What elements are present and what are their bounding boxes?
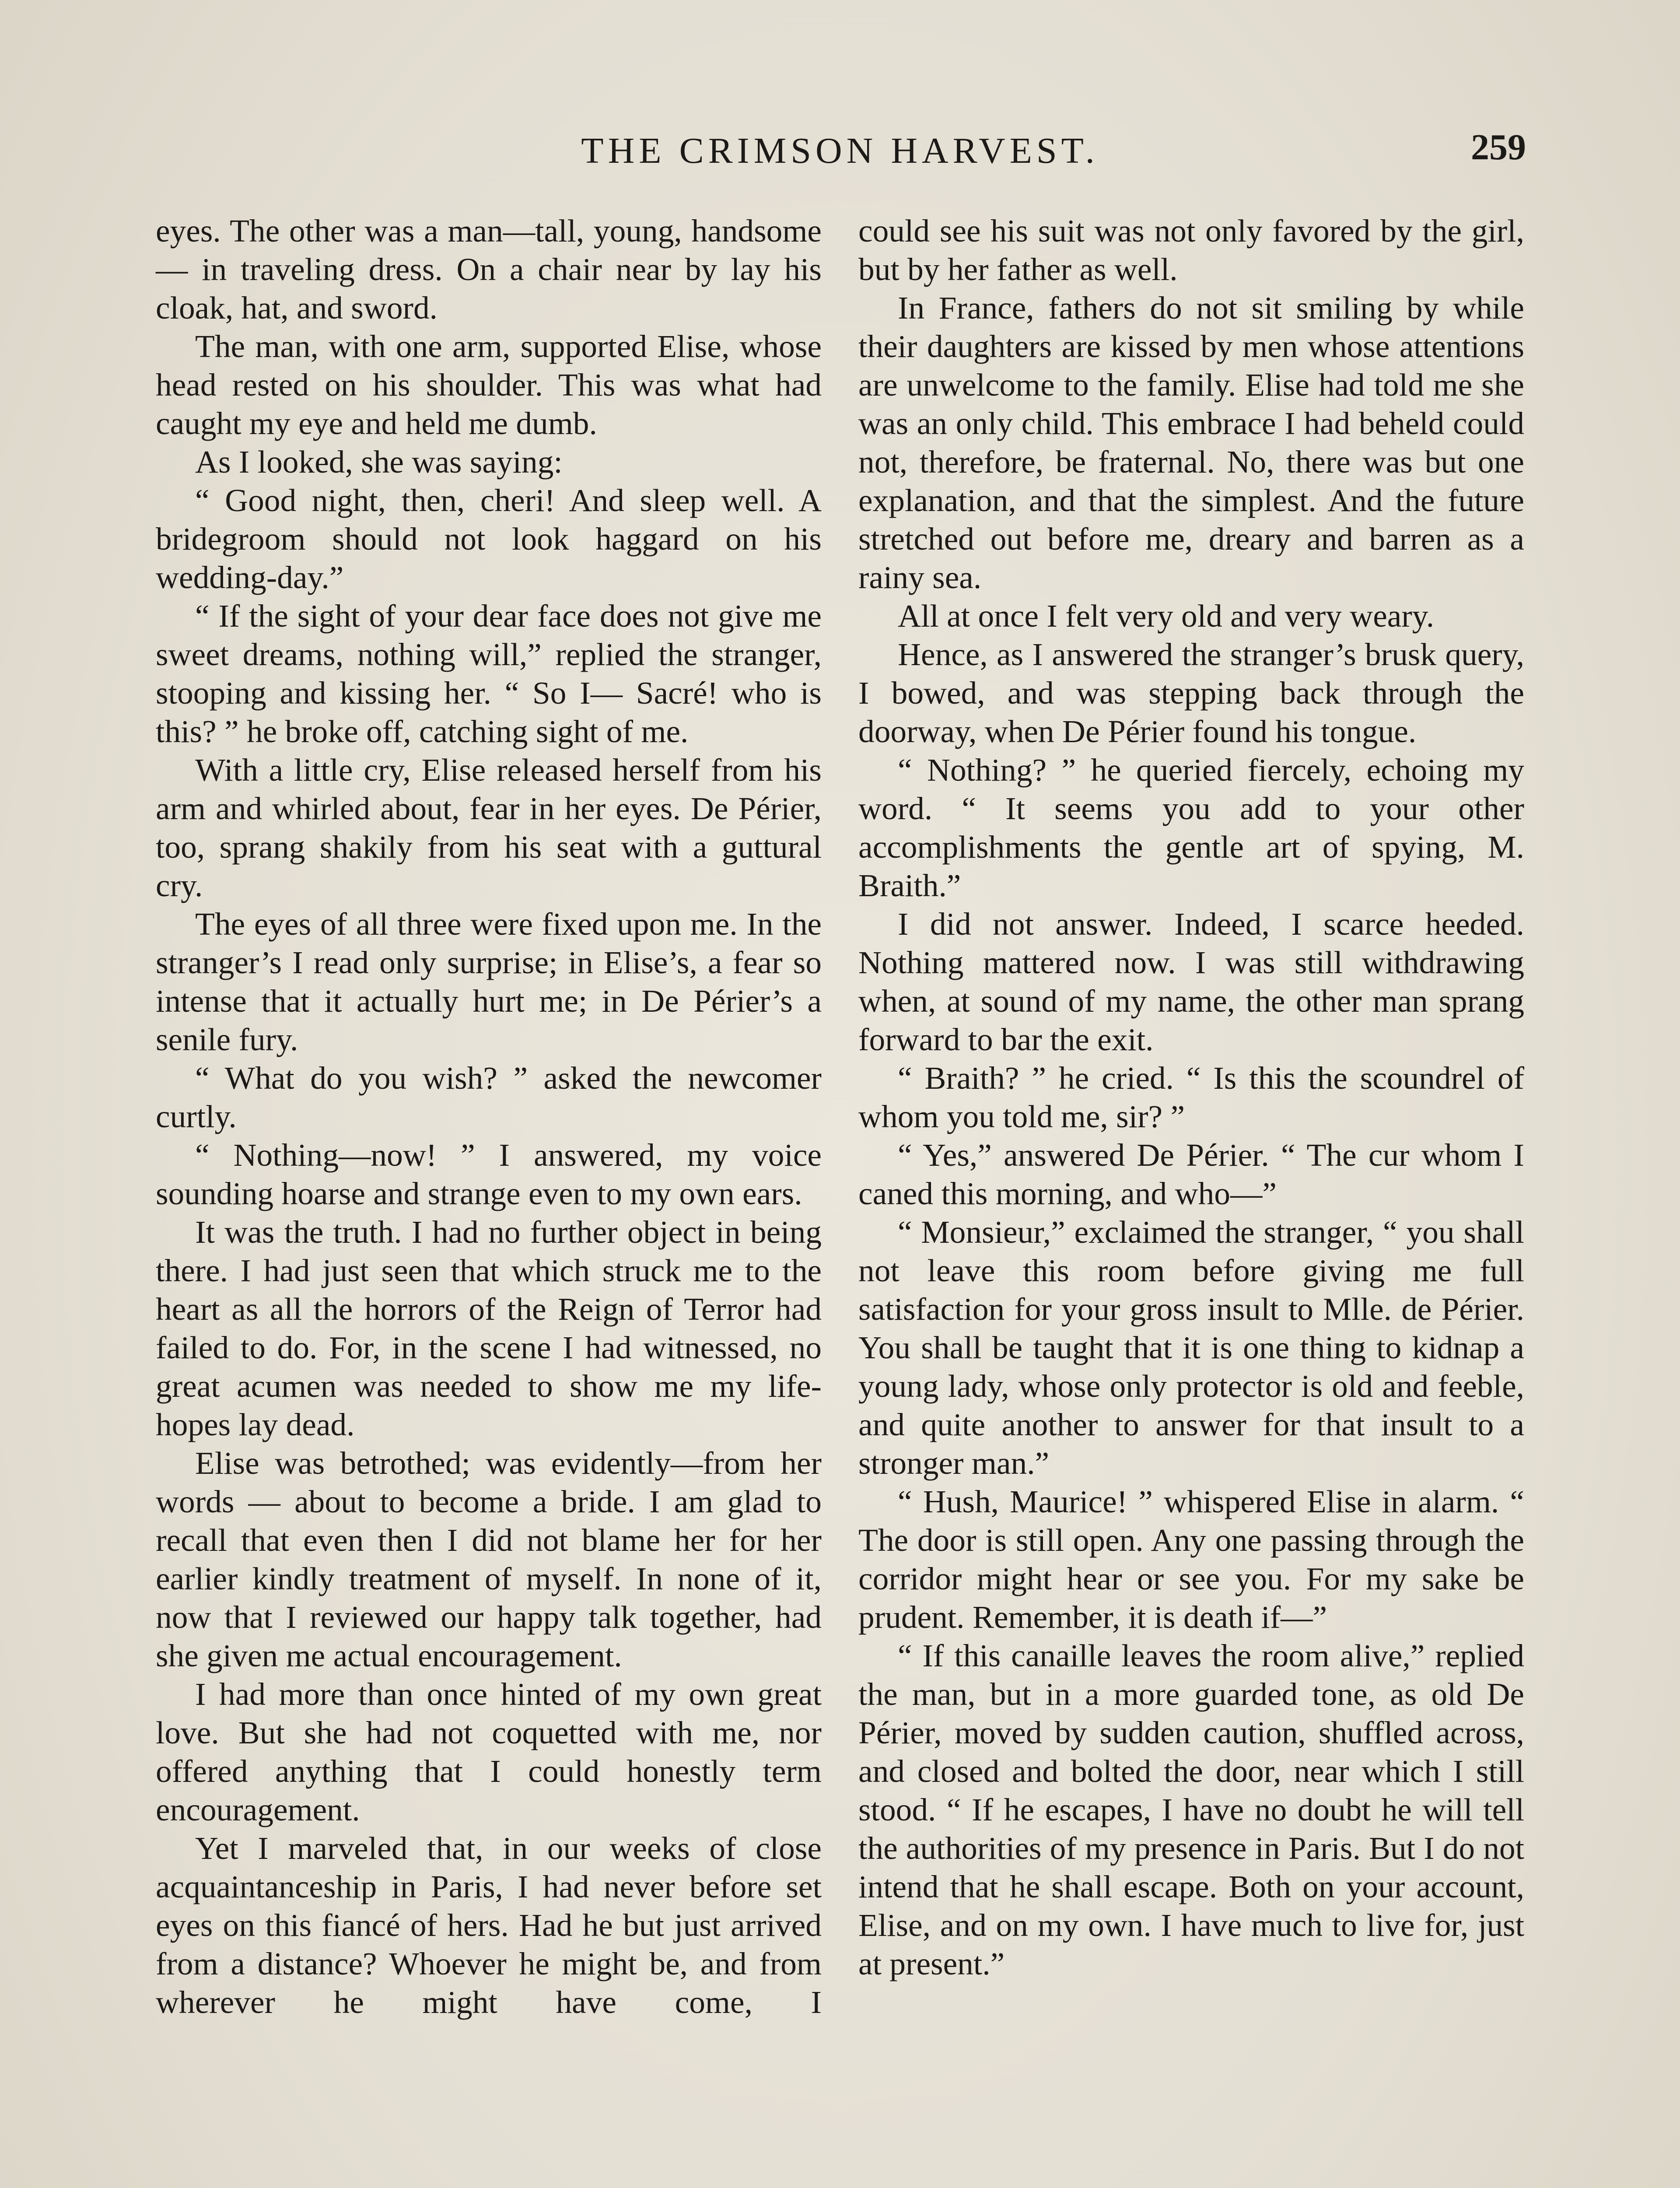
paragraph: “ Nothing? ” he queried fiercely, echoing my word. “ It seems you add to your other accomplishments the gentle art of spying, M. Braith.” bbox=[858, 752, 1524, 903]
paragraph: As I looked, she was saying: bbox=[195, 444, 563, 480]
paragraph: “ Monsieur,” exclaimed the stranger, “ you shall not leave this room before giving me full satisfaction for your gross insult to Mlle. de Périer. You shall be taught that it is one thing to kidnap a young lady, whose only protector is old and feeble, and quite another to answer for that insult to a stronger man.” bbox=[858, 1214, 1524, 1481]
paragraph: “ What do you wish? ” asked the newcomer curtly. bbox=[156, 1060, 822, 1134]
paragraph: “ If this canaille leaves the room alive,” replied the man, but in a more guarded tone, as old De Périer, moved by sudden caution, shuffled across, and closed and bolted the door, near which I still stood. “ If he escapes, I have no doubt he will tell the authorities of my presence in Paris. But I do not intend that he shall escape. Both on your account, Elise, and on my own. I have much to live for, just at present.” bbox=[858, 1638, 1524, 1981]
page-number: 259 bbox=[1471, 127, 1526, 168]
paragraph: In France, fathers do not sit smiling by while their daughters are kissed by men whose attentions are unwelcome to the family. Elise had told me she was an only child. This embrace I had beheld could not, therefore, be fraternal. No, there was but one explanation, and that the simplest. And the future stretched out before me, dreary and barren as a rainy sea. bbox=[858, 290, 1524, 595]
paragraph: “ If the sight of your dear face does not give me sweet dreams, nothing will,” replied the stranger, stooping and kissing her. “ So I— Sacré! who is this? ” he broke off, catching sight of me. bbox=[156, 598, 822, 749]
right-column bbox=[858, 212, 1524, 1983]
paragraph: “ Yes,” answered De Périer. “ The cur whom I caned this morning, and who—” bbox=[858, 1137, 1524, 1211]
paragraph: The man, with one arm, supported Elise, whose head rested on his shoulder. This was what had caught my eye and held me dumb. bbox=[156, 329, 822, 441]
paragraph: I did not answer. Indeed, I scarce heeded. Nothing mattered now. I was still withdrawing when, at sound of my name, the other man sprang forward to bar the exit. bbox=[858, 906, 1524, 1057]
paragraph: It was the truth. I had no further object in being there. I had just seen that which struck me to the heart as all the horrors of the Reign of Terror had failed to do. For, in the scene I had witnessed, no great acumen was needed to show me my life-hopes lay dead. bbox=[156, 1214, 822, 1442]
paragraph: Elise was betrothed; was evidently—from her words — about to become a bride. I am glad to recall that even then I did not blame her for her earlier kindly treatment of myself. In none of it, now that I reviewed our happy talk together, had she given me actual encouragement. bbox=[156, 1445, 822, 1673]
left-column bbox=[156, 212, 822, 2022]
paragraph: could see his suit was not only favored by the girl, but by her father as well. bbox=[858, 213, 1524, 287]
paragraph: With a little cry, Elise released herself from his arm and whirled about, fear in her eyes. De Périer, too, sprang shakily from his seat with a guttural cry. bbox=[156, 752, 822, 903]
paragraph: Yet I marveled that, in our weeks of close acquaintanceship in Paris, I had never before set eyes on this fiancé of hers. Had he but just arrived from a distance? Whoever he might be, and from wherever he might have come, I bbox=[156, 1830, 822, 2020]
paragraph: “ Braith? ” he cried. “ Is this the scoundrel of whom you told me, sir? ” bbox=[858, 1060, 1524, 1134]
paragraph: “ Nothing—now! ” I answered, my voice sounding hoarse and strange even to my own ears. bbox=[156, 1137, 822, 1211]
paragraph: eyes. The other was a man—tall, young, handsome — in traveling dress. On a chair near by lay his cloak, hat, and sword. bbox=[156, 213, 822, 326]
paragraph: All at once I felt very old and very weary. bbox=[898, 598, 1435, 634]
running-title: THE CRIMSON HARVEST. bbox=[581, 130, 1099, 171]
paragraph: Hence, as I answered the stranger’s brusk query, I bowed, and was stepping back through the doorway, when De Périer found his tongue. bbox=[858, 637, 1524, 749]
paragraph: “ Hush, Maurice! ” whispered Elise in alarm. “ The door is still open. Any one passing through the corridor might hear or see you. For my sake be prudent. Remember, it is death if—” bbox=[858, 1484, 1524, 1635]
paragraph: The eyes of all three were fixed upon me. In the stranger’s I read only surprise; in Elise’s, a fear so intense that it actually hurt me; in De Périer’s a senile fury. bbox=[156, 906, 822, 1057]
paragraph: “ Good night, then, cheri! And sleep well. A bridegroom should not look haggard on his wedding-day.” bbox=[156, 483, 822, 595]
paragraph: I had more than once hinted of my own great love. But she had not coquetted with me, nor offered anything that I could honestly term encouragement. bbox=[156, 1676, 822, 1827]
